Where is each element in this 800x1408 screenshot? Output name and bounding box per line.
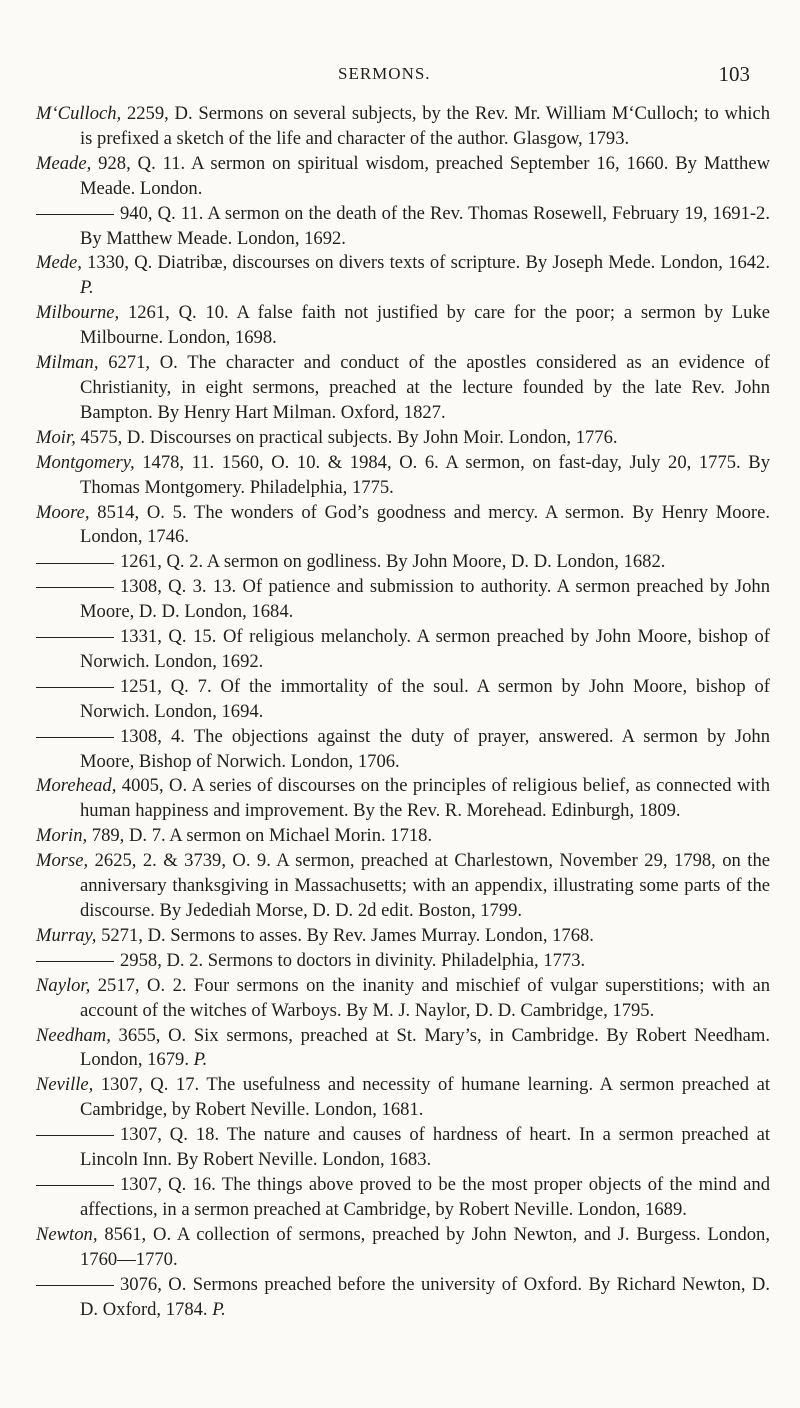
catalog-entry bbox=[36, 949, 770, 974]
entry-surname: Milbourne, bbox=[36, 302, 120, 324]
ditto-dash bbox=[36, 1135, 114, 1136]
entry-surname: Neville, bbox=[36, 1074, 94, 1096]
entry-text: 1307, Q. 17. The usefulness and necessity of humane learning. A sermon preached at Cambridge, by Robert Neville. London, 1681. bbox=[80, 1074, 770, 1121]
catalog-entry bbox=[36, 924, 770, 949]
entry-surname: Murray, bbox=[36, 924, 97, 946]
entry-surname: Milman, bbox=[36, 352, 99, 374]
catalog-entry bbox=[36, 102, 770, 152]
entry-text: 928, Q. 11. A sermon on spiritual wisdom, preached September 16, 1660. By Matthew Meade. London. bbox=[80, 152, 770, 199]
entry-text: 2517, O. 2. Four sermons on the inanity and mischief of vulgar superstitions; with an account of the witches of Warboys. By M. J. Naylor, D. D. Cambridge, 1795. bbox=[80, 974, 770, 1021]
entry-surname: Newton, bbox=[36, 1223, 98, 1245]
ditto-dash bbox=[36, 1185, 114, 1186]
catalog-entry bbox=[36, 774, 770, 824]
page-number: 103 bbox=[718, 62, 750, 86]
catalog-entry bbox=[36, 152, 770, 202]
entry-text: 1308, Q. 3. 13. Of patience and submission to authority. A sermon preached by John Moore, D. D. London, 1684. bbox=[80, 576, 770, 623]
catalog-entry bbox=[36, 1123, 770, 1173]
entry-text: 3076, O. Sermons preached before the university of Oxford. By Richard Newton, D. D. Oxford, 1784. bbox=[80, 1273, 770, 1320]
entry-text: 6271, O. The character and conduct of the apostles considered as an evidence of Christianity, in eight sermons, preached at the lecture founded by the late Rev. John Bampton. By Henry Hart Milman. Oxford, 1827. bbox=[80, 352, 770, 423]
ditto-dash bbox=[36, 563, 114, 564]
catalog-entry bbox=[36, 625, 770, 675]
ditto-dash bbox=[36, 637, 114, 638]
entry-surname: Meade, bbox=[36, 152, 92, 174]
catalog-entry bbox=[36, 426, 770, 451]
entry-text: 2958, D. 2. Sermons to doctors in divinity. Philadelphia, 1773. bbox=[120, 949, 586, 971]
ditto-dash bbox=[36, 587, 114, 588]
entry-surname: Mede, bbox=[36, 252, 82, 274]
catalog-entry bbox=[36, 451, 770, 501]
catalog-entries bbox=[36, 102, 770, 1322]
entry-surname: Moore, bbox=[36, 501, 90, 523]
entry-suffix: P. bbox=[193, 1049, 208, 1071]
catalog-entry bbox=[36, 550, 770, 575]
catalog-entry bbox=[36, 575, 770, 625]
entry-text: 1251, Q. 7. Of the immortality of the soul. A sermon by John Moore, bishop of Norwich. London, 1694. bbox=[80, 675, 770, 722]
entry-surname: Morse, bbox=[36, 850, 89, 872]
entry-suffix: P. bbox=[212, 1298, 226, 1320]
entry-surname: M‘Culloch, bbox=[36, 103, 122, 124]
running-header bbox=[0, 62, 800, 92]
catalog-entry bbox=[36, 1273, 770, 1323]
ditto-dash bbox=[36, 1285, 114, 1286]
ditto-dash bbox=[36, 737, 114, 738]
entry-text: 2259, D. Sermons on several subjects, by the Rev. Mr. William M‘Culloch; to which is prefixed a sketch of the life and character of the author. Glasgow, 1793. bbox=[80, 103, 770, 149]
entry-text: 1261, Q. 2. A sermon on godliness. By John Moore, D. D. London, 1682. bbox=[120, 551, 666, 573]
catalog-entry bbox=[36, 1024, 770, 1074]
catalog-entry bbox=[36, 301, 770, 351]
ditto-dash bbox=[36, 214, 114, 215]
entry-surname: Moir, bbox=[36, 426, 76, 448]
entry-text: 5271, D. Sermons to asses. By Rev. James Murray. London, 1768. bbox=[96, 924, 594, 946]
entry-surname: Morin, bbox=[36, 825, 88, 847]
catalog-entry bbox=[36, 824, 770, 849]
entry-text: 8514, O. 5. The wonders of God’s goodness and mercy. A sermon. By Henry Moore. London, 1746. bbox=[80, 501, 770, 548]
entry-surname: Needham, bbox=[36, 1024, 111, 1046]
catalog-entry bbox=[36, 1073, 770, 1123]
entry-text: 1261, Q. 10. A false faith not justified by care for the poor; a sermon by Luke Milbourne. London, 1698. bbox=[80, 302, 770, 349]
catalog-entry bbox=[36, 974, 770, 1024]
header-title: SERMONS. bbox=[338, 64, 431, 83]
entry-surname: Naylor, bbox=[36, 974, 91, 996]
entry-surname: Montgomery, bbox=[36, 451, 135, 473]
entry-text: 4575, D. Discourses on practical subjects. By John Moir. London, 1776. bbox=[75, 426, 618, 448]
catalog-entry bbox=[36, 501, 770, 551]
entry-text: 940, Q. 11. A sermon on the death of the Rev. Thomas Rosewell, February 19, 1691-2. By Matthew Meade. London, 1692. bbox=[80, 202, 770, 249]
entry-text: 4005, O. A series of discourses on the principles of religious belief, as connected with human happiness and improvement. By the Rev. R. Morehead. Edinburgh, 1809. bbox=[80, 775, 770, 822]
catalog-entry bbox=[36, 1173, 770, 1223]
entry-text: 1308, 4. The objections against the duty of prayer, answered. A sermon by John Moore, Bishop of Norwich. London, 1706. bbox=[80, 725, 770, 772]
catalog-entry bbox=[36, 725, 770, 775]
entry-text: 1307, Q. 16. The things above proved to be the most proper objects of the mind and affections, in a sermon preached at Cambridge, by Robert Neville. London, 1689. bbox=[80, 1173, 770, 1220]
catalog-entry bbox=[36, 351, 770, 426]
entry-text: 1307, Q. 18. The nature and causes of hardness of heart. In a sermon preached at Lincoln Inn. By Robert Neville. London, 1683. bbox=[80, 1124, 770, 1171]
entry-text: 1478, 11. 1560, O. 10. & 1984, O. 6. A sermon, on fast-day, July 20, 1775. By Thomas Montgomery. Philadelphia, 1775. bbox=[80, 451, 770, 498]
entry-suffix: P. bbox=[80, 277, 94, 299]
catalog-entry bbox=[36, 1223, 770, 1273]
entry-text: 8561, O. A collection of sermons, preached by John Newton, and J. Burgess. London, 1760—1770. bbox=[80, 1223, 770, 1270]
ditto-dash bbox=[36, 961, 114, 962]
ditto-dash bbox=[36, 687, 114, 688]
entry-text: 1330, Q. Diatribæ, discourses on divers texts of scripture. By Joseph Mede. London, 1642. bbox=[81, 252, 770, 274]
entry-text: 3655, O. Six sermons, preached at St. Mary’s, in Cambridge. By Robert Needham. London, 1679. bbox=[80, 1024, 770, 1071]
entry-text: 2625, 2. & 3739, O. 9. A sermon, preached at Charlestown, November 29, 1798, on the anniversary thanksgiving in Massachusetts; with an appendix, illustrating some parts of the discourse. By Jedediah Morse, D. D. 2d edit. Boston, 1799. bbox=[80, 850, 770, 921]
catalog-entry bbox=[36, 202, 770, 252]
entry-text: 789, D. 7. A sermon on Michael Morin. 1718. bbox=[87, 825, 433, 847]
catalog-entry bbox=[36, 675, 770, 725]
catalog-entry bbox=[36, 849, 770, 924]
entry-surname: Morehead, bbox=[36, 775, 117, 797]
catalog-entry bbox=[36, 251, 770, 301]
entry-text: 1331, Q. 15. Of religious melancholy. A sermon preached by John Moore, bishop of Norwich. London, 1692. bbox=[80, 626, 770, 672]
